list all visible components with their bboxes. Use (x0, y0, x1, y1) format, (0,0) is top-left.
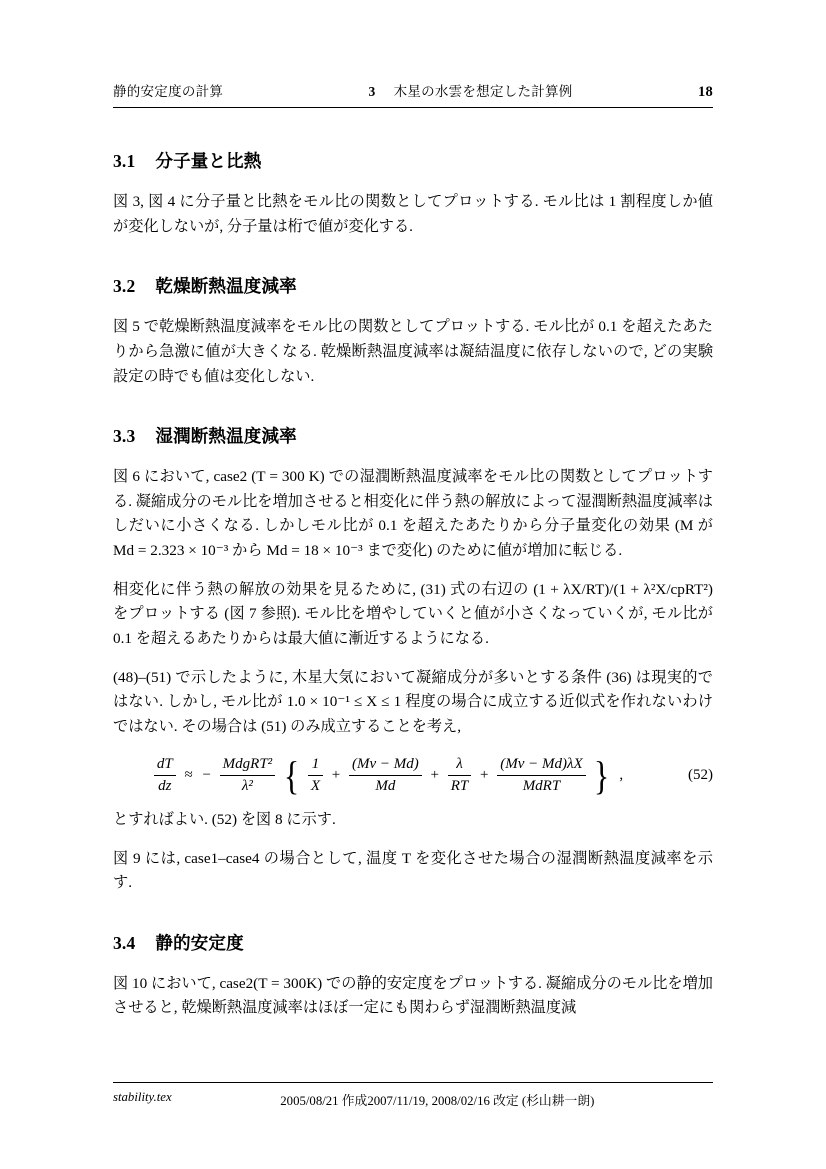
section-3-2-paragraph-1: 図 5 で乾燥断熱温度減率をモル比の関数としてプロットする. モル比が 0.1 を超えたあたりから急激に値が大きくなる. 乾燥断熱温度減率は凝結温度に依存しないので, どの実験設定の時でも値は変化しない. (113, 318, 713, 385)
equation-term3-fraction (448, 755, 472, 796)
equation-plus-2: + (430, 767, 439, 784)
equation-52 (113, 752, 713, 798)
section-3-4-paragraph-1: 図 10 において, case2(T = 300K) での静的安定度をプロットする. 凝縮成分のモル比を増加させると, 乾燥断熱温度減率はほぼ一定にも関わらず湿潤断熱温度減 (113, 974, 713, 1017)
equation-52-body (113, 752, 665, 798)
section-3-3-paragraph-5: 図 9 には, case1–case4 の場合として, 温度 T を変化させた場合の湿潤断熱温度減率を示す. (113, 849, 713, 892)
section-3-4-title: 静的安定度 (155, 932, 244, 953)
section-3-1-number: 3.1 (113, 151, 136, 171)
running-head (113, 80, 713, 108)
equation-52-tag: (52) (688, 767, 713, 784)
section-3-3-title: 湿潤断熱温度減率 (155, 426, 297, 447)
section-3-2-heading-wrap (113, 273, 713, 298)
equation-lhs-denominator: dz (158, 778, 172, 795)
equation-plus-1: + (331, 767, 341, 784)
equation-term4-fraction (497, 755, 585, 796)
equation-coefficient-denominator: λ² (241, 778, 253, 795)
section-3-4-number: 3.4 (113, 932, 136, 953)
running-head-section-number: 3 (368, 84, 376, 99)
equation-right-brace: } (594, 752, 610, 798)
running-head-left: 静的安定度の計算 (113, 84, 224, 99)
equation-term4-denominator: MdRT (522, 778, 561, 795)
section-3-3-paragraph-4: とすればよい. (52) を図 8 に示す. (113, 810, 336, 828)
equation-minus-sign: − (202, 767, 211, 784)
section-3-3-number: 3.3 (113, 426, 136, 447)
section-3-3-paragraph-3: (48)–(51) で示したように, 木星大気において凝縮成分が多いとする条件 (36) は現実的ではない. しかし, モル比が 1.0 × 10⁻¹ ≤ X ≤ 1 程度の場合に成立する近似式を作れないわけではない. その場合は (51) のみ成立することを考え, (113, 668, 713, 735)
page-footer (113, 1082, 713, 1109)
equation-plus-3: + (480, 767, 489, 784)
equation-term2-fraction (349, 755, 422, 796)
page-content (113, 80, 713, 1035)
section-3-3-heading (113, 423, 713, 448)
equation-term1-denominator: X (310, 778, 321, 795)
equation-term4-numerator: (Mv − Md)λX (497, 755, 585, 776)
equation-term1-fraction (308, 755, 323, 796)
equation-coefficient-numerator: MdgRT² (220, 755, 276, 776)
equation-approx-sign: ≈ (184, 767, 193, 784)
equation-lhs-numerator: dT (154, 755, 176, 776)
equation-term3-numerator: λ (448, 755, 472, 776)
equation-term1-numerator: 1 (308, 755, 323, 776)
running-head-center (223, 80, 678, 100)
footer-filename: stability.tex (113, 1090, 172, 1104)
equation-coefficient-fraction (220, 755, 276, 796)
section-3-1-title: 分子量と比熱 (155, 151, 262, 171)
section-3-1-heading-wrap (113, 148, 713, 173)
section-3-2-title: 乾燥断熱温度減率 (155, 276, 297, 297)
running-head-section-title: 木星の水雲を想定した計算例 (393, 84, 573, 99)
section-3-4-heading (113, 930, 713, 955)
section-3-3-paragraph-1: 図 6 において, case2 (T = 300 K) での湿潤断熱温度減率をモル比の関数としてプロットする. 凝縮成分のモル比を増加させると相変化に伴う熱の解放によって湿潤断熱温度減率はしだいに小さくなる. しかしモル比が 0.1 を超えたあたりから分子量変化の効果 (M が Md = 2.323 × 10⁻³ から Md = 18 × 10⁻³ まで変化) のために値が増加に転じる. (113, 468, 713, 559)
equation-lhs-fraction (154, 755, 176, 796)
equation-term2-numerator: (Mv − Md) (349, 755, 422, 776)
equation-term2-denominator: Md (375, 778, 396, 795)
section-3-1-heading (113, 148, 713, 173)
section-3-2-heading (113, 273, 713, 298)
section-3-2-number: 3.2 (113, 276, 136, 297)
section-3-1-paragraph-1: 図 3, 図 4 に分子量と比熱をモル比の関数としてプロットする. モル比は 1 割程度しか値が変化しないが, 分子量は桁で値が変化する. (113, 193, 713, 235)
section-3-4-heading-wrap (113, 930, 713, 955)
section-3-3-heading-wrap (113, 423, 713, 448)
equation-left-brace: { (283, 752, 300, 798)
section-3-3-paragraph-2: 相変化に伴う熱の解放の効果を見るために, (31) 式の右辺の (1 + λX/RT)/(1 + λ²X/cpRT²) をプロットする (図 7 参照). モル比を増やしていくと値が小さくなっていくが, モル比が 0.1 を超えるあたりからは最大値に漸近するようになる. (113, 580, 713, 647)
page-number: 18 (697, 84, 713, 100)
equation-term3-denominator: RT (450, 778, 469, 795)
equation-trailing-comma: , (619, 767, 624, 784)
footer-revision: 2005/08/21 作成2007/11/19, 2008/02/16 改定 (杉山耕一朗) (280, 1094, 595, 1108)
